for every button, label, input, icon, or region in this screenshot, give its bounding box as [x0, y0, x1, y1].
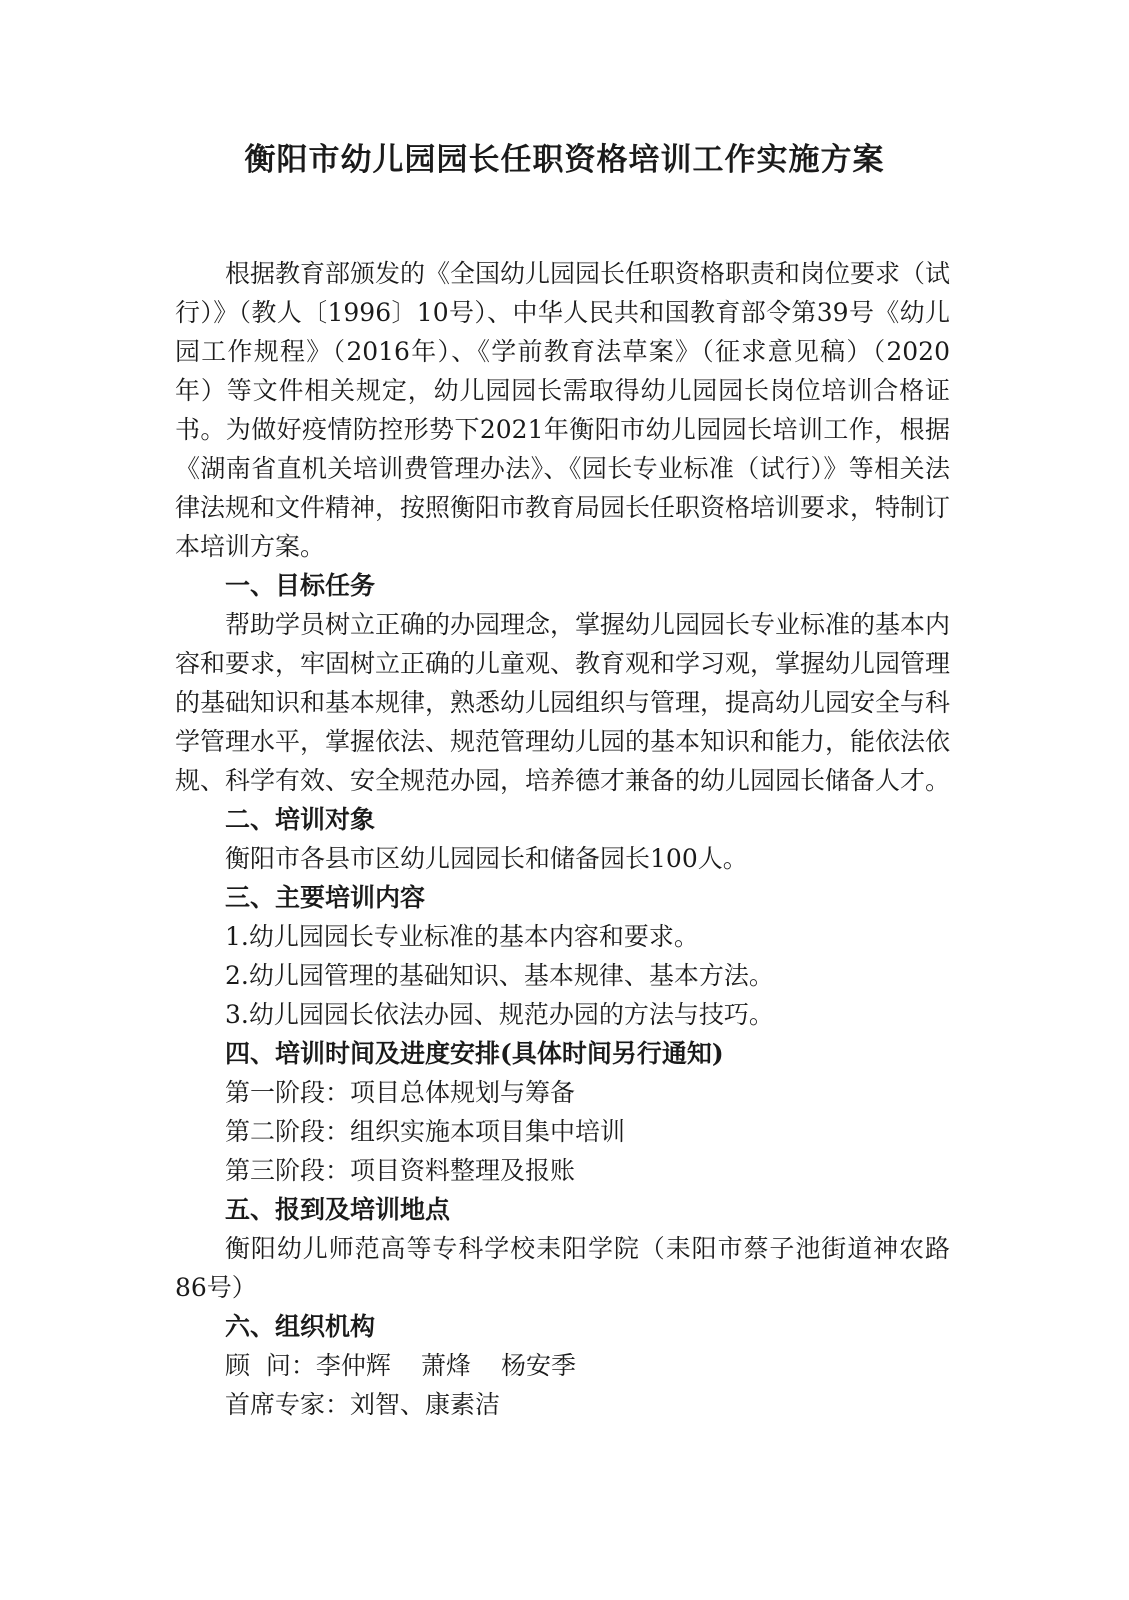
section-heading-schedule: 四、培训时间及进度安排(具体时间另行通知)	[225, 1039, 724, 1068]
chief-expert-line: 首席专家：刘智、康素洁	[225, 1390, 501, 1419]
intro-paragraph: 根据教育部颁发的《全国幼儿园园长任职资格职责和岗位要求（试行）》（教人〔1996〕10号）、中华人民共和国教育部令第39号《幼儿园工作规程》（2016年）、《学前教育法草案》（征求意见稿）（2020年）等文件相关规定，幼儿园园长需取得幼儿园园长岗位培训合格证书。为做好疫情防控形势下2021年衡阳市幼儿园园长培训工作，根据《湖南省直机关培训费管理办法》、《园长专业标准（试行）》等相关法律法规和文件精神，按照衡阳市教育局园长任职资格培训要求，特制订本培训方案。	[175, 259, 951, 561]
schedule-item: 第二阶段：组织实施本项目集中培训	[225, 1117, 626, 1146]
advisor-name: 萧烽	[420, 1351, 471, 1380]
content-item: 2.幼儿园管理的基础知识、基本规律、基本方法。	[225, 961, 774, 990]
document-title: 衡阳市幼儿园园长任职资格培训工作实施方案	[244, 142, 885, 178]
trainees-paragraph: 衡阳市各县市区幼儿园园长和储备园长100人。	[225, 844, 748, 873]
advisor-name: 杨安季	[500, 1351, 576, 1380]
content-item: 3.幼儿园园长依法办园、规范办园的方法与技巧。	[225, 1000, 774, 1029]
advisor-label: 顾 问：	[225, 1351, 316, 1380]
location-paragraph: 衡阳幼儿师范高等专科学校耒阳学院（耒阳市蔡子池街道神农路86号）	[175, 1234, 950, 1302]
schedule-item: 第三阶段：项目资料整理及报账	[225, 1156, 576, 1185]
goals-paragraph: 帮助学员树立正确的办园理念，掌握幼儿园园长专业标准的基本内容和要求，牢固树立正确的儿童观、教育观和学习观，掌握幼儿园管理的基础知识和基本规律，熟悉幼儿园组织与管理，提高幼儿园安全与科学管理水平，掌握依法、规范管理幼儿园的基本知识和能力，能依法依规、科学有效、安全规范办园，培养德才兼备的幼儿园园长储备人才。	[175, 610, 951, 795]
advisor-name: 李仲辉	[315, 1351, 391, 1380]
section-heading-location: 五、报到及培训地点	[225, 1195, 451, 1224]
section-heading-goals: 一、目标任务	[225, 571, 376, 600]
schedule-item: 第一阶段：项目总体规划与筹备	[225, 1078, 576, 1107]
document-body	[175, 254, 950, 1424]
section-heading-trainees: 二、培训对象	[225, 805, 376, 834]
section-heading-content: 三、主要培训内容	[225, 883, 426, 912]
section-heading-organization: 六、组织机构	[225, 1312, 376, 1341]
content-item: 1.幼儿园园长专业标准的基本内容和要求。	[225, 922, 699, 951]
advisor-line	[175, 1346, 950, 1385]
